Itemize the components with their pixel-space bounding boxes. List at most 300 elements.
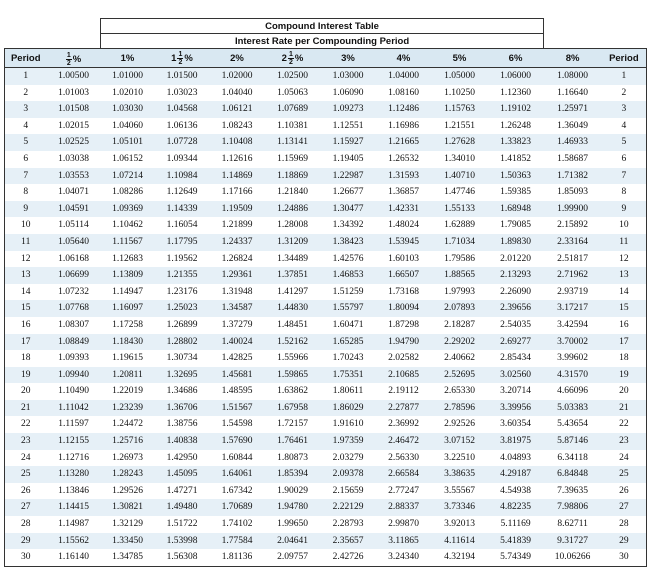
rate-value-cell: 1.99900 (544, 201, 602, 218)
rate-value-cell: 1.13809 (101, 267, 155, 284)
rate-value-cell: 2.18287 (432, 317, 488, 334)
rate-value-cell: 1.30477 (321, 201, 376, 218)
rate-value-cell: 1.48595 (210, 383, 265, 400)
rate-value-cell: 3.81975 (488, 433, 544, 450)
rate-value-cell: 1.25023 (155, 300, 210, 317)
rate-value-cell: 3.02560 (488, 367, 544, 384)
table-row (5, 300, 647, 317)
period-cell-right: 14 (602, 284, 647, 301)
rate-value-cell: 1.07689 (265, 101, 321, 118)
rate-value-cell: 2.03279 (321, 450, 376, 467)
rate-value-cell: 1.34785 (101, 549, 155, 566)
table-row (5, 383, 647, 400)
rate-value-cell: 1.01500 (155, 68, 210, 85)
rate-value-cell: 1.18869 (265, 168, 321, 185)
rate-value-cell: 1.03030 (101, 101, 155, 118)
rate-value-cell: 1.04040 (210, 85, 265, 102)
rate-value-cell: 1.21899 (210, 217, 265, 234)
rate-header: 4% (376, 49, 432, 68)
rate-value-cell: 1.70689 (210, 499, 265, 516)
rate-value-cell: 1.12649 (155, 184, 210, 201)
period-cell-right: 9 (602, 201, 647, 218)
rate-value-cell: 1.25971 (544, 101, 602, 118)
period-cell-left: 6 (5, 151, 47, 168)
period-cell-right: 29 (602, 533, 647, 550)
rate-value-cell: 1.31593 (376, 168, 432, 185)
rate-header: 1 $\frac{1}{2}$ % (155, 49, 210, 68)
rate-value-cell: 2.42726 (321, 549, 376, 566)
rate-value-cell: 1.64061 (210, 466, 265, 483)
table-row (5, 118, 647, 135)
table-title: Compound Interest Table (101, 19, 544, 34)
rate-value-cell: 1.76461 (265, 433, 321, 450)
rate-value-cell: 7.39635 (544, 483, 602, 500)
period-cell-left: 26 (5, 483, 47, 500)
rate-value-cell: 1.89830 (488, 234, 544, 251)
rate-value-cell: 1.58687 (544, 151, 602, 168)
rate-value-cell: 1.40838 (155, 433, 210, 450)
period-cell-right: 30 (602, 549, 647, 566)
rate-value-cell: 1.42950 (155, 450, 210, 467)
rate-value-cell: 1.56308 (155, 549, 210, 566)
rate-header: 1% (101, 49, 155, 68)
rate-value-cell: 1.34010 (432, 151, 488, 168)
rate-value-cell: 1.51722 (155, 516, 210, 533)
rate-value-cell: 4.11614 (432, 533, 488, 550)
rate-value-cell: 1.25716 (101, 433, 155, 450)
rate-value-cell: 1.12360 (488, 85, 544, 102)
rate-value-cell: 1.02010 (101, 85, 155, 102)
table-row (5, 350, 647, 367)
rate-value-cell: 1.48024 (376, 217, 432, 234)
period-cell-right: 4 (602, 118, 647, 135)
rate-value-cell: 2.56330 (376, 450, 432, 467)
rate-header: 8% (544, 49, 602, 68)
table-row (5, 68, 647, 85)
rate-value-cell: 1.12155 (47, 433, 101, 450)
rate-value-cell: 2.29202 (432, 334, 488, 351)
rate-value-cell: 1.46853 (321, 267, 376, 284)
period-cell-right: 19 (602, 367, 647, 384)
rate-value-cell: 1.26824 (210, 251, 265, 268)
rate-value-cell: 1.01000 (101, 68, 155, 85)
rate-header: 6% (488, 49, 544, 68)
rate-value-cell: 2.71962 (544, 267, 602, 284)
table-row (5, 101, 647, 118)
rate-value-cell: 2.40662 (432, 350, 488, 367)
rate-value-cell: 1.14869 (210, 168, 265, 185)
table-row (5, 499, 647, 516)
table-row (5, 201, 647, 218)
rate-value-cell: 1.09940 (47, 367, 101, 384)
rate-value-cell: 1.32129 (101, 516, 155, 533)
period-cell-left: 29 (5, 533, 47, 550)
rate-value-cell: 2.28793 (321, 516, 376, 533)
period-cell-left: 10 (5, 217, 47, 234)
table-subtitle: Interest Rate per Compounding Period (101, 34, 544, 49)
rate-value-cell: 1.08160 (376, 85, 432, 102)
rate-value-cell: 1.94790 (376, 334, 432, 351)
rate-value-cell: 2.33164 (544, 234, 602, 251)
rate-value-cell: 1.10381 (265, 118, 321, 135)
rate-header-row (5, 49, 647, 68)
rate-value-cell: 3.20714 (488, 383, 544, 400)
period-cell-left: 16 (5, 317, 47, 334)
rate-value-cell: 1.19509 (210, 201, 265, 218)
rate-value-cell: 1.15969 (265, 151, 321, 168)
rate-value-cell: 1.00500 (47, 68, 101, 85)
rate-value-cell: 1.51259 (321, 284, 376, 301)
rate-header: 3% (321, 49, 376, 68)
period-cell-right: 12 (602, 251, 647, 268)
rate-value-cell: 3.73346 (432, 499, 488, 516)
rate-value-cell: 1.70243 (321, 350, 376, 367)
rate-value-cell: 2.88337 (376, 499, 432, 516)
period-cell-left: 19 (5, 367, 47, 384)
table-row (5, 367, 647, 384)
rate-value-cell: 1.40024 (210, 334, 265, 351)
rate-value-cell: 1.86029 (321, 400, 376, 417)
period-cell-left: 23 (5, 433, 47, 450)
table-row (5, 533, 647, 550)
table-row (5, 317, 647, 334)
rate-value-cell: 1.16097 (101, 300, 155, 317)
rate-value-cell: 1.49480 (155, 499, 210, 516)
table-row (5, 516, 647, 533)
rate-value-cell: 1.74102 (210, 516, 265, 533)
rate-value-cell: 1.97993 (432, 284, 488, 301)
rate-value-cell: 1.34489 (265, 251, 321, 268)
rate-value-cell: 2.85434 (488, 350, 544, 367)
rate-header: 2% (210, 49, 265, 68)
table-row (5, 334, 647, 351)
rate-value-cell: 2.35657 (321, 533, 376, 550)
rate-value-cell: 1.79085 (488, 217, 544, 234)
rate-value-cell: 1.42576 (321, 251, 376, 268)
rate-value-cell: 2.15659 (321, 483, 376, 500)
rate-value-cell: 3.24340 (376, 549, 432, 566)
rate-value-cell: 1.16986 (376, 118, 432, 135)
rate-value-cell: 1.52162 (265, 334, 321, 351)
rate-value-cell: 1.06090 (321, 85, 376, 102)
rate-value-cell: 1.94780 (265, 499, 321, 516)
rate-value-cell: 1.85093 (544, 184, 602, 201)
rate-value-cell: 4.82235 (488, 499, 544, 516)
period-cell-right: 28 (602, 516, 647, 533)
table-row (5, 267, 647, 284)
rate-value-cell: 2.27877 (376, 400, 432, 417)
rate-value-cell: 1.08000 (544, 68, 602, 85)
table-row (5, 85, 647, 102)
rate-value-cell: 3.99602 (544, 350, 602, 367)
rate-value-cell: 3.11865 (376, 533, 432, 550)
rate-value-cell: 2.92526 (432, 416, 488, 433)
rate-value-cell: 6.34118 (544, 450, 602, 467)
rate-value-cell: 1.19102 (488, 101, 544, 118)
period-cell-right: 10 (602, 217, 647, 234)
period-cell-left: 4 (5, 118, 47, 135)
rate-value-cell: 2.78596 (432, 400, 488, 417)
rate-value-cell: 1.10490 (47, 383, 101, 400)
rate-value-cell: 1.04060 (101, 118, 155, 135)
rate-value-cell: 1.30821 (101, 499, 155, 516)
rate-value-cell: 1.87298 (376, 317, 432, 334)
rate-value-cell: 1.54598 (210, 416, 265, 433)
period-header-left: Period (5, 49, 47, 68)
period-cell-left: 30 (5, 549, 47, 566)
rate-value-cell: 4.32194 (432, 549, 488, 566)
rate-value-cell: 1.12616 (210, 151, 265, 168)
rate-value-cell: 1.80094 (376, 300, 432, 317)
rate-value-cell: 1.59865 (265, 367, 321, 384)
rate-value-cell: 1.81136 (210, 549, 265, 566)
rate-value-cell: 1.73168 (376, 284, 432, 301)
period-cell-left: 1 (5, 68, 47, 85)
rate-value-cell: 1.09344 (155, 151, 210, 168)
rate-value-cell: 5.41839 (488, 533, 544, 550)
rate-value-cell: 1.12486 (376, 101, 432, 118)
rate-value-cell: 1.40710 (432, 168, 488, 185)
rate-value-cell: 5.87146 (544, 433, 602, 450)
rate-value-cell: 2.54035 (488, 317, 544, 334)
rate-value-cell: 1.55133 (432, 201, 488, 218)
rate-value-cell: 1.02525 (47, 134, 101, 151)
rate-value-cell: 1.26248 (488, 118, 544, 135)
period-cell-right: 25 (602, 466, 647, 483)
rate-header: 2 $\frac{1}{2}$ % (265, 49, 321, 68)
period-cell-right: 26 (602, 483, 647, 500)
compound-interest-table (4, 18, 647, 567)
table-row (5, 134, 647, 151)
rate-header: 5% (432, 49, 488, 68)
rate-value-cell: 1.47746 (432, 184, 488, 201)
period-cell-left: 3 (5, 101, 47, 118)
rate-value-cell: 3.42594 (544, 317, 602, 334)
rate-value-cell: 1.55966 (265, 350, 321, 367)
rate-value-cell: 1.80611 (321, 383, 376, 400)
rate-value-cell: 1.21355 (155, 267, 210, 284)
rate-value-cell: 1.03023 (155, 85, 210, 102)
period-cell-right: 1 (602, 68, 647, 85)
rate-value-cell: 1.09393 (47, 350, 101, 367)
rate-value-cell: 1.01508 (47, 101, 101, 118)
rate-value-cell: 1.67958 (265, 400, 321, 417)
rate-value-cell: 2.99870 (376, 516, 432, 533)
rate-value-cell: 2.19112 (376, 383, 432, 400)
rate-value-cell: 1.60471 (321, 317, 376, 334)
period-cell-right: 16 (602, 317, 647, 334)
table-row (5, 483, 647, 500)
period-header-right: Period (602, 49, 647, 68)
period-cell-left: 5 (5, 134, 47, 151)
rate-value-cell: 1.23176 (155, 284, 210, 301)
rate-value-cell: 1.05000 (432, 68, 488, 85)
rate-value-cell: 3.38635 (432, 466, 488, 483)
rate-value-cell: 1.45095 (155, 466, 210, 483)
period-cell-right: 7 (602, 168, 647, 185)
rate-value-cell: 1.18430 (101, 334, 155, 351)
compound-interest-table-container (4, 18, 646, 567)
period-cell-right: 27 (602, 499, 647, 516)
rate-value-cell: 1.01003 (47, 85, 101, 102)
rate-value-cell: 8.62711 (544, 516, 602, 533)
rate-value-cell: 1.14987 (47, 516, 101, 533)
rate-value-cell: 1.11597 (47, 416, 101, 433)
rate-value-cell: 1.11567 (101, 234, 155, 251)
rate-value-cell: 1.60103 (376, 251, 432, 268)
rate-value-cell: 1.62889 (432, 217, 488, 234)
rate-value-cell: 1.19562 (155, 251, 210, 268)
rate-value-cell: 1.05063 (265, 85, 321, 102)
rate-value-cell: 1.85394 (265, 466, 321, 483)
rate-value-cell: 1.67342 (210, 483, 265, 500)
rate-value-cell: 2.13293 (488, 267, 544, 284)
rate-value-cell: 1.21840 (265, 184, 321, 201)
period-cell-right: 6 (602, 151, 647, 168)
rate-value-cell: 2.69277 (488, 334, 544, 351)
rate-value-cell: 1.07232 (47, 284, 101, 301)
rate-value-cell: 1.71034 (432, 234, 488, 251)
rate-value-cell: 1.07728 (155, 134, 210, 151)
period-cell-right: 20 (602, 383, 647, 400)
rate-value-cell: 1.27628 (432, 134, 488, 151)
rate-value-cell: 3.55567 (432, 483, 488, 500)
table-row (5, 466, 647, 483)
rate-value-cell: 2.46472 (376, 433, 432, 450)
rate-value-cell: 1.15927 (321, 134, 376, 151)
rate-value-cell: 2.39656 (488, 300, 544, 317)
rate-value-cell: 1.29526 (101, 483, 155, 500)
rate-value-cell: 1.14339 (155, 201, 210, 218)
period-cell-right: 3 (602, 101, 647, 118)
rate-value-cell: 1.33450 (101, 533, 155, 550)
rate-value-cell: 3.39956 (488, 400, 544, 417)
rate-value-cell: 3.92013 (432, 516, 488, 533)
period-cell-right: 24 (602, 450, 647, 467)
rate-value-cell: 1.31948 (210, 284, 265, 301)
table-row (5, 450, 647, 467)
rate-value-cell: 1.08849 (47, 334, 101, 351)
rate-value-cell: 1.06168 (47, 251, 101, 268)
period-cell-right: 22 (602, 416, 647, 433)
rate-value-cell: 1.26532 (376, 151, 432, 168)
period-cell-left: 11 (5, 234, 47, 251)
rate-value-cell: 2.07893 (432, 300, 488, 317)
rate-value-cell: 1.99650 (265, 516, 321, 533)
rate-value-cell: 1.53998 (155, 533, 210, 550)
rate-value-cell: 2.52695 (432, 367, 488, 384)
period-cell-right: 21 (602, 400, 647, 417)
rate-value-cell: 1.13141 (265, 134, 321, 151)
rate-value-cell: 1.71382 (544, 168, 602, 185)
rate-value-cell: 1.36706 (155, 400, 210, 417)
rate-value-cell: 1.46933 (544, 134, 602, 151)
rate-value-cell: 1.91610 (321, 416, 376, 433)
rate-value-cell: 1.05101 (101, 134, 155, 151)
rate-value-cell: 5.11169 (488, 516, 544, 533)
period-cell-right: 18 (602, 350, 647, 367)
table-row (5, 400, 647, 417)
rate-value-cell: 1.17795 (155, 234, 210, 251)
rate-value-cell: 1.09369 (101, 201, 155, 218)
rate-value-cell: 1.28802 (155, 334, 210, 351)
rate-value-cell: 2.36992 (376, 416, 432, 433)
rate-value-cell: 1.26973 (101, 450, 155, 467)
rate-value-cell: 1.10462 (101, 217, 155, 234)
rate-value-cell: 1.16054 (155, 217, 210, 234)
rate-value-cell: 1.06000 (488, 68, 544, 85)
rate-value-cell: 1.22019 (101, 383, 155, 400)
rate-value-cell: 1.42825 (210, 350, 265, 367)
rate-value-cell: 1.14415 (47, 499, 101, 516)
rate-value-cell: 5.03383 (544, 400, 602, 417)
rate-value-cell: 1.19405 (321, 151, 376, 168)
period-cell-left: 28 (5, 516, 47, 533)
rate-value-cell: 1.04568 (155, 101, 210, 118)
rate-value-cell: 3.22510 (432, 450, 488, 467)
rate-value-cell: 1.63862 (265, 383, 321, 400)
rate-value-cell: 1.06121 (210, 101, 265, 118)
rate-value-cell: 1.03553 (47, 168, 101, 185)
period-cell-left: 27 (5, 499, 47, 516)
rate-value-cell: 1.24337 (210, 234, 265, 251)
rate-value-cell: 2.02582 (376, 350, 432, 367)
rate-value-cell: 1.08243 (210, 118, 265, 135)
rate-value-cell: 1.12551 (321, 118, 376, 135)
rate-value-cell: 1.11042 (47, 400, 101, 417)
rate-value-cell: 4.04893 (488, 450, 544, 467)
rate-value-cell: 9.31727 (544, 533, 602, 550)
rate-value-cell: 1.10984 (155, 168, 210, 185)
rate-value-cell: 1.07214 (101, 168, 155, 185)
rate-value-cell: 1.47271 (155, 483, 210, 500)
period-cell-left: 18 (5, 350, 47, 367)
period-cell-left: 17 (5, 334, 47, 351)
period-cell-right: 23 (602, 433, 647, 450)
rate-value-cell: 10.06266 (544, 549, 602, 566)
rate-value-cell: 1.17166 (210, 184, 265, 201)
rate-value-cell: 2.09757 (265, 549, 321, 566)
rate-value-cell: 1.15562 (47, 533, 101, 550)
table-row (5, 151, 647, 168)
period-cell-left: 7 (5, 168, 47, 185)
rate-value-cell: 1.36049 (544, 118, 602, 135)
period-cell-left: 9 (5, 201, 47, 218)
table-body (5, 68, 647, 567)
rate-value-cell: 3.07152 (432, 433, 488, 450)
rate-value-cell: 1.75351 (321, 367, 376, 384)
period-cell-right: 13 (602, 267, 647, 284)
rate-value-cell: 1.90029 (265, 483, 321, 500)
period-cell-left: 15 (5, 300, 47, 317)
rate-value-cell: 1.33823 (488, 134, 544, 151)
rate-header: $\frac{1}{2}$ % (47, 49, 101, 68)
rate-value-cell: 2.04641 (265, 533, 321, 550)
rate-value-cell: 1.66507 (376, 267, 432, 284)
rate-value-cell: 1.32695 (155, 367, 210, 384)
rate-value-cell: 1.03000 (321, 68, 376, 85)
rate-value-cell: 2.22129 (321, 499, 376, 516)
rate-value-cell: 1.68948 (488, 201, 544, 218)
period-cell-left: 20 (5, 383, 47, 400)
period-cell-right: 8 (602, 184, 647, 201)
rate-value-cell: 1.51567 (210, 400, 265, 417)
rate-value-cell: 1.19615 (101, 350, 155, 367)
period-cell-right: 15 (602, 300, 647, 317)
rate-value-cell: 1.03038 (47, 151, 101, 168)
rate-value-cell: 1.24886 (265, 201, 321, 218)
rate-value-cell: 1.28008 (265, 217, 321, 234)
